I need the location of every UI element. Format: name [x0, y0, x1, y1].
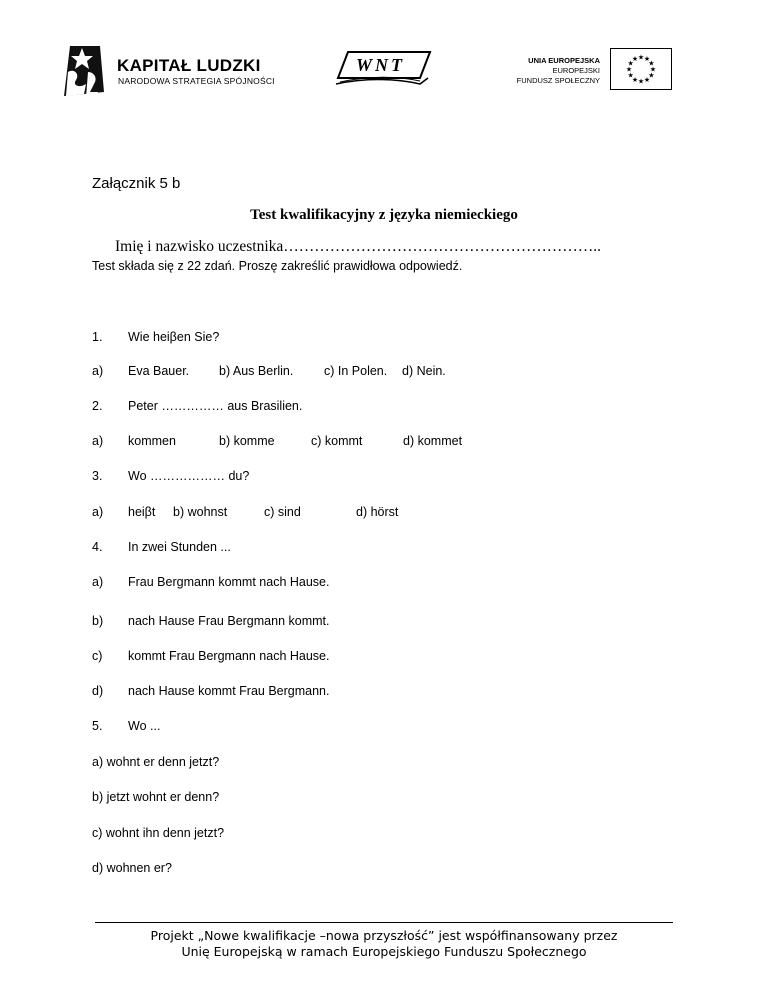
answer-option[interactable]: b) wohnst: [173, 505, 228, 519]
question-text: In zwei Stunden ...: [128, 540, 231, 554]
answer-option[interactable]: d) hörst: [356, 505, 399, 519]
eu-star: ★: [648, 71, 655, 80]
eu-line-1: UNIA EUROPEJSKA: [528, 56, 600, 65]
eu-star: ★: [625, 65, 633, 74]
option-label: c): [92, 649, 103, 663]
option-label: d): [92, 684, 104, 698]
kapital-ludzki-subtitle: NARODOWA STRATEGIA SPÓJNOŚCI: [118, 76, 275, 86]
question-text: Wo ...: [128, 719, 161, 733]
eu-star: ★: [649, 65, 657, 74]
eu-star: ★: [648, 59, 655, 68]
question-number: 5.: [92, 719, 103, 733]
eu-line-2: EUROPEJSKI: [552, 66, 600, 75]
kapital-ludzki-emblem-icon: [60, 42, 108, 100]
wnt-logo-text: WNT: [356, 55, 405, 75]
option-label: a): [92, 364, 104, 378]
answer-option[interactable]: a) wohnt er denn jetzt?: [92, 755, 220, 769]
eu-line-3: FUNDUSZ SPOŁECZNY: [516, 76, 600, 85]
name-line: Imię i nazwisko uczestnika……………………………………………………..: [115, 238, 602, 255]
answer-option[interactable]: kommt Frau Bergmann nach Hause.: [128, 649, 330, 663]
answer-option[interactable]: d) wohnen er?: [92, 861, 172, 875]
page-title: Test kwalifikacyjny z języka niemieckiego: [250, 207, 518, 223]
eu-star: ★: [627, 71, 634, 80]
footer-line-2: Unię Europejską w ramach Europejskiego Funduszu Społecznego: [181, 944, 587, 959]
kapital-ludzki-logo: [60, 42, 275, 102]
option-label: a): [92, 505, 104, 519]
answer-option[interactable]: b) Aus Berlin.: [219, 364, 294, 378]
footer-line-1: Projekt „Nowe kwalifikacje –nowa przyszłość” jest współfinansowany przez: [150, 928, 618, 943]
question-text: Wie heiβen Sie?: [128, 330, 220, 344]
answer-option[interactable]: c) In Polen.: [324, 364, 388, 378]
option-label: a): [92, 434, 104, 448]
option-label: b): [92, 614, 104, 628]
option-label: a): [92, 575, 104, 589]
question-number: 1.: [92, 330, 103, 344]
answer-option[interactable]: d) kommet: [403, 434, 463, 448]
answer-option[interactable]: b) jetzt wohnt er denn?: [92, 790, 220, 804]
answer-option[interactable]: d) Nein.: [402, 364, 446, 378]
annex-label: Załącznik 5 b: [92, 175, 181, 192]
answer-option[interactable]: c) wohnt ihn denn jetzt?: [92, 826, 225, 840]
question-text: Wo ……………… du?: [128, 469, 250, 483]
wnt-logo: [334, 44, 434, 88]
eu-star: ★: [627, 59, 634, 68]
eu-star: ★: [637, 53, 645, 62]
answer-option[interactable]: nach Hause Frau Bergmann kommt.: [128, 614, 330, 628]
eu-star: ★: [637, 77, 645, 86]
eu-star: ★: [643, 75, 651, 84]
answer-option[interactable]: Eva Bauer.: [128, 364, 190, 378]
answer-option[interactable]: Frau Bergmann kommt nach Hause.: [128, 575, 330, 589]
eu-flag: [610, 48, 672, 90]
question-number: 3.: [92, 469, 103, 483]
eu-star: ★: [631, 75, 639, 84]
answer-option[interactable]: c) sind: [264, 505, 301, 519]
instructions: Test składa się z 22 zdań. Proszę zakreślić prawidłowa odpowiedź.: [92, 259, 463, 273]
answer-option[interactable]: b) komme: [219, 434, 275, 448]
question-number: 2.: [92, 399, 103, 413]
eu-text-block: [500, 56, 600, 86]
footer-divider: [95, 922, 673, 923]
question-number: 4.: [92, 540, 103, 554]
kapital-ludzki-title: KAPITAŁ LUDZKI: [117, 56, 261, 75]
eu-stars-icon: [611, 49, 671, 89]
answer-option[interactable]: kommen: [128, 434, 176, 448]
question-text: Peter …………… aus Brasilien.: [128, 399, 303, 413]
answer-option[interactable]: c) kommt: [311, 434, 363, 448]
answer-option[interactable]: heiβt: [128, 505, 156, 519]
answer-option[interactable]: nach Hause kommt Frau Bergmann.: [128, 684, 330, 698]
eu-star: ★: [643, 55, 651, 64]
eu-star: ★: [631, 55, 639, 64]
